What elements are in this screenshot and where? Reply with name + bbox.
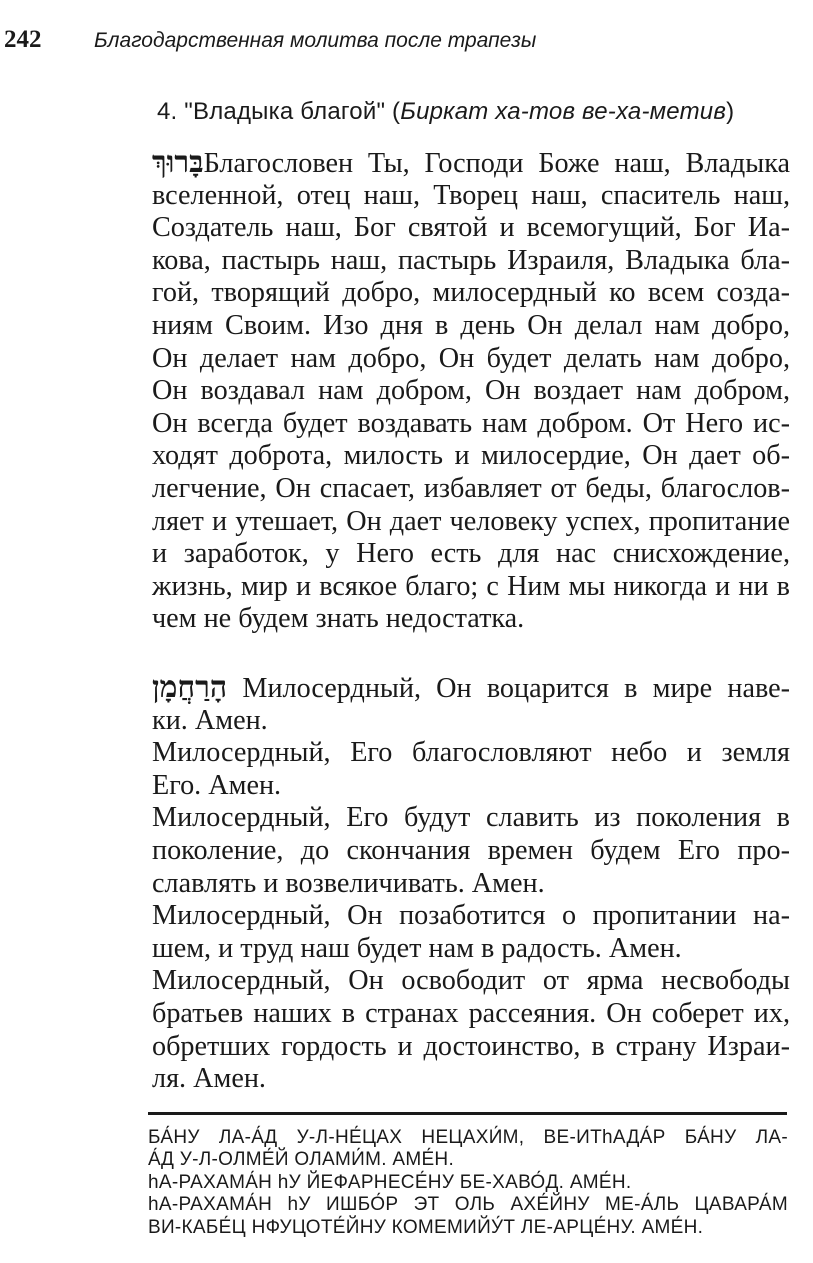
hebrew-word-barukh: בָּרוּךְ (152, 145, 204, 180)
paragraph-line: ляет и утешает, Он дает человеку успех, пропитание (152, 505, 790, 537)
line-text: Благословен Ты, Господи Боже наш, Владыка (203, 148, 790, 179)
heading-close: ) (726, 98, 735, 125)
paragraph-line: вселенной, отец наш, Творец наш, спаситель наш, (152, 179, 790, 211)
paragraph-line: Он делает нам добро, Он будет делать нам добро, (152, 342, 790, 374)
running-title: Благодарственная молитва после трапезы (94, 29, 537, 52)
harachaman-paragraph (152, 672, 790, 1096)
paragraph-line: шем, и труд наш будет нам в радость. Амен. (152, 932, 682, 964)
paragraph-line: Милосердный, Он освободит от ярма несвободы (152, 965, 790, 997)
paragraph-line: кова, пастырь наш, пастырь Израиля, Владыка бла- (152, 244, 790, 276)
paragraph-line: обретших гордость и достоинство, в страну Израи- (152, 1030, 790, 1062)
paragraph-line: Он воздавал нам добром, Он воздает нам добром, (152, 375, 790, 407)
transliteration-line: БА́НУ ЛА-А́Д У-Л-НЕ́ЦАХ НЕЦАХИ́М, ВЕ-ИТhАДА́Р БА́НУ ЛА- (148, 1127, 788, 1148)
paragraph-line: и заработок, у Него есть для нас снисхождение, (152, 538, 790, 570)
transliteration-line: hА-РАХАМА́Н hУ ИШБО́Р ЭТ ОЛЬ АХЕ́ЙНУ МЕ-А́ЛЬ ЦАВАРА́М (148, 1194, 788, 1216)
paragraph-line: чем не будем знать недостатка. (152, 603, 525, 635)
section-heading (157, 98, 797, 126)
blessing-paragraph (152, 147, 790, 636)
line-text: Милосердный, Он воцарится в мире наве- (242, 673, 790, 704)
paragraph-line: гой, творящий добро, милосердный ко всем созда- (152, 277, 790, 309)
paragraph-line: ходят доброта, милость и милосердие, Он дает об- (152, 440, 790, 472)
transliteration-line: hА-РАХАМА́Н hУ ЙЕФАРНЕСЕ́НУ БЕ-ХАВО́Д. АМЕ́Н. (148, 1171, 632, 1193)
paragraph-line: Милосердный, Его благословляют небо и земля (152, 737, 790, 769)
paragraph-line: Милосердный, Его будут славить из поколения в (152, 802, 790, 834)
paragraph-line: легчение, Он спасает, избавляет от беды, благослов- (152, 472, 790, 504)
paragraph-line: Милосердный, Он позаботится о пропитании на- (152, 900, 790, 932)
paragraph-line: поколение, до скончания времен будем Его про- (152, 834, 790, 866)
paragraph-line: Он всегда будет воздавать нам добром. От Него ис- (152, 407, 790, 439)
paragraph-line: Создатель наш, Бог святой и всемогущий, Бог Иа- (152, 212, 790, 244)
paragraph-line (152, 672, 790, 705)
paragraph-line: жизнь, мир и всякое благо; с Ним мы никогда и ни в (152, 570, 790, 602)
divider-rule (148, 1112, 787, 1115)
heading-italic-text: Биркат ха-тов ве-ха-метив (400, 98, 727, 125)
paragraph-line: братьев наших в странах рассеяния. Он соберет их, (152, 997, 790, 1029)
paragraph-line: ки. Амен. (152, 704, 268, 736)
page-number: 242 (4, 26, 42, 53)
paragraph-line: ля. Амен. (152, 1063, 266, 1095)
paragraph-line: ниям Своим. Изо дня в день Он делал нам добро, (152, 309, 790, 341)
transliteration-block (148, 1127, 788, 1239)
transliteration-line: ВИ-КАБЕ́Ц НФУЦОТЕ́ЙНУ КОМЕМИЙУ́Т ЛЕ-АРЦЕ́НУ. АМЕ́Н. (148, 1216, 704, 1238)
paragraph-line: славлять и возвеличивать. Амен. (152, 867, 545, 899)
transliteration-line: А́Д У-Л-ОЛМЕ́Й ОЛАМИ́М. АМЕ́Н. (148, 1149, 455, 1171)
heading-text: 4. "Владыка благой" ( (157, 98, 401, 125)
paragraph-line (152, 147, 790, 180)
page-header (0, 26, 813, 62)
hebrew-word-harachaman: הָרַחֲמָן (152, 670, 228, 705)
paragraph-line: Его. Амен. (152, 769, 282, 801)
